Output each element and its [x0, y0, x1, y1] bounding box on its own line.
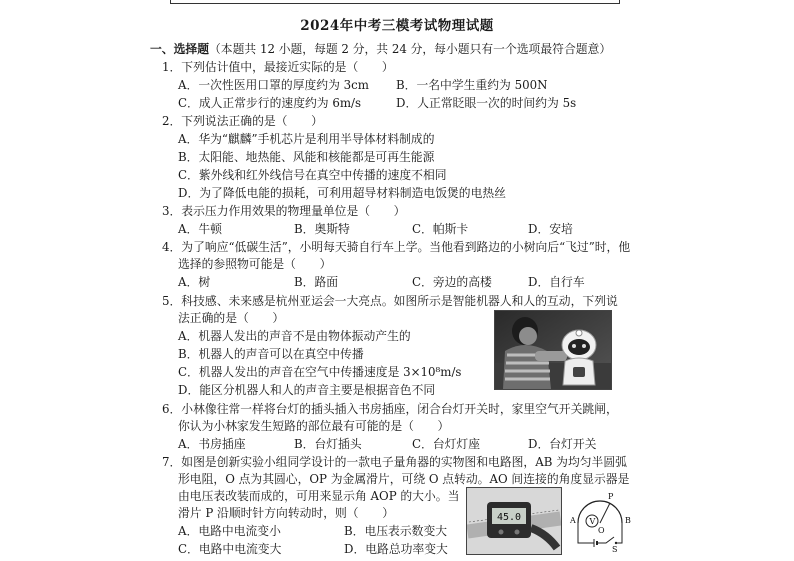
circuit-label-p: P	[608, 492, 614, 501]
page-title: 2024年中考三模考试物理试题	[300, 18, 494, 34]
section-title: 一、选择题	[150, 42, 209, 56]
question-2-stem: 2．下列说法正确的是（ ）	[162, 114, 323, 128]
q4-option-c: C．旁边的高楼	[412, 275, 492, 289]
q7-option-a: A．电路中电流变小	[178, 524, 281, 538]
q6-option-a: A．书房插座	[178, 437, 246, 451]
q2-option-b: B．太阳能、地热能、风能和核能都是可再生能源	[178, 150, 435, 164]
q5-option-a: A．机器人发出的声音不是由物体振动产生的	[178, 329, 411, 343]
q6-option-b: B．台灯插头	[294, 437, 362, 451]
circuit-label-v: V	[589, 517, 596, 526]
q3-option-d: D．安培	[528, 222, 573, 236]
robot-photo	[494, 310, 612, 390]
circuit-label-a: A	[570, 516, 576, 525]
circuit-label-o: O	[598, 526, 605, 535]
question-6-stem-line2: 你认为小林家发生短路的部位最有可能的是（ ）	[178, 419, 450, 433]
q7-option-c: C．电路中电流变大	[178, 542, 282, 556]
protractor-photo	[466, 487, 562, 555]
question-7-stem-line1: 7．如图是创新实验小组同学设计的一款电子量角器的实物图和电路图，AB 为均匀半圆弧	[162, 455, 627, 469]
q2-option-c: C．紫外线和红外线信号在真空中传播的速度不相同	[178, 168, 447, 182]
question-4-stem-line1: 4．为了响应“低碳生活”，小明每天骑自行车上学。当他看到路边的小树向后“飞过”时，他	[162, 240, 631, 254]
q1-option-b: B．一名中学生重约为 500N	[396, 78, 548, 92]
q1-option-c: C．成人正常步行的速度约为 6m/s	[178, 96, 362, 110]
q7-option-b: B．电压表示数变大	[344, 524, 448, 538]
robot-photo-image	[495, 311, 611, 389]
section-note: （本题共 12 小题，每题 2 分，共 24 分，每小题只有一个选项最符合题意）	[209, 42, 612, 56]
q6-option-c: C．台灯灯座	[412, 437, 481, 451]
question-6-stem-line1: 6．小林像往常一样将台灯的插头插入书房插座，闭合台灯开关时，家里空气开关跳闸，	[162, 402, 618, 416]
question-4-stem-line2: 选择的参照物可能是（ ）	[178, 257, 332, 271]
q5-option-d: D．能区分机器人和人的声音主要是根据音色不同	[178, 383, 436, 397]
q4-option-d: D．自行车	[528, 275, 585, 289]
circuit-diagram	[566, 487, 634, 553]
question-3-stem: 3．表示压力作用效果的物理量单位是（ ）	[162, 204, 406, 218]
header-frame	[170, 0, 620, 4]
question-7-stem-line2: 形电阻，O 点为其圆心，OP 为金属滑片，可绕 O 点转动。AO 间连接的角度显示器是	[178, 472, 630, 486]
question-1-stem: 1．下列估计值中，最接近实际的是（ ）	[162, 60, 394, 74]
q2-option-d: D．为了降低电能的损耗，可利用超导材料制造电饭煲的电热丝	[178, 186, 506, 200]
question-5-stem-line1: 5．科技感、未来感是杭州亚运会一大亮点。如图所示是智能机器人和人的互动，下列说	[162, 294, 618, 308]
circuit-label-s: S	[612, 545, 618, 553]
q4-option-b: B．路面	[294, 275, 339, 289]
q2-option-a: A．华为“麒麟”手机芯片是利用半导体材料制成的	[178, 132, 435, 146]
protractor-display: 45.0	[496, 512, 522, 523]
q3-option-a: A．牛顿	[178, 222, 222, 236]
q5-option-b: B．机器人的声音可以在真空中传播	[178, 347, 364, 361]
q1-option-d: D．人正常眨眼一次的时间约为 5s	[396, 96, 577, 110]
q5-option-c: C．机器人发出的声音在空气中传播速度是 3×10⁸m/s	[178, 365, 462, 379]
q6-option-d: D．台灯开关	[528, 437, 597, 451]
q3-option-c: C．帕斯卡	[412, 222, 469, 236]
question-7-stem-line4: 滑片 P 沿顺时针方向转动时，则（ ）	[178, 506, 394, 520]
q4-option-a: A．树	[178, 275, 211, 289]
protractor-photo-image	[467, 488, 561, 554]
q3-option-b: B．奥斯特	[294, 222, 350, 236]
question-5-stem-line2: 法正确的是（ ）	[178, 311, 285, 325]
circuit-label-b: B	[625, 516, 631, 525]
q7-option-d: D．电路总功率变大	[344, 542, 448, 556]
q1-option-a: A．一次性医用口罩的厚度约为 3cm	[178, 78, 369, 92]
question-7-stem-line3: 由电压表改装而成的，可用来显示角 AOP 的大小。当	[178, 489, 460, 503]
section-heading	[150, 42, 611, 56]
